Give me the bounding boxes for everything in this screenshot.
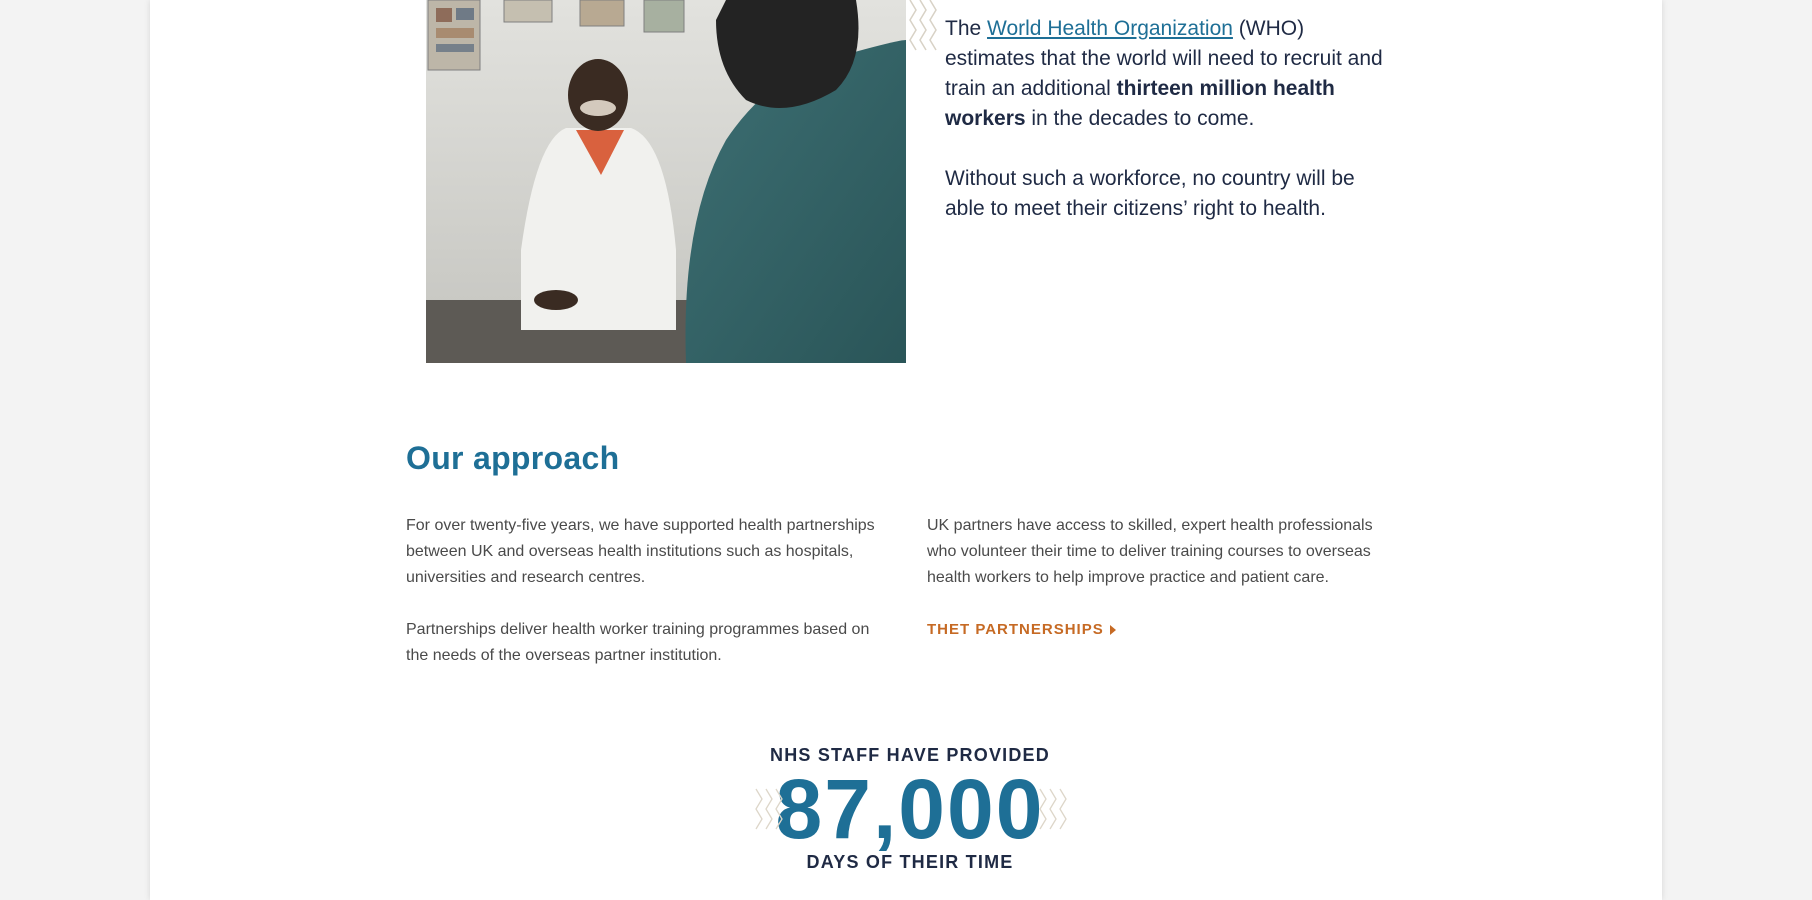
approach-left-paragraph-2: Partnerships deliver health worker training programmes based on the needs of the overseas partner institution.	[406, 621, 870, 664]
stat-figure-wrap	[700, 762, 1120, 856]
stat-figure: 87,000	[775, 762, 1045, 856]
health-worker-photo	[426, 0, 906, 363]
intro-paragraph-1	[945, 14, 1395, 134]
intro-prefix: The	[945, 17, 988, 40]
zigzag-decoration	[906, 0, 938, 55]
approach-right-paragraph-1: UK partners have access to skilled, expert health professionals who volunteer their time to deliver training courses to overseas health workers to help improve practice and patient care.	[927, 517, 1373, 586]
approach-right-column	[927, 513, 1397, 643]
stat-bottom-label: DAYS OF THEIR TIME	[806, 852, 1014, 872]
arrow-right-icon	[1110, 625, 1116, 635]
intro-bold-figure: thirteen million health workers	[945, 77, 1335, 130]
approach-heading: Our approach	[406, 440, 620, 476]
nhs-stat-block	[700, 745, 1120, 873]
zigzag-right-decoration	[1036, 784, 1076, 834]
approach-left-column	[406, 513, 886, 695]
intro-mid: (WHO) estimates that the world will need to recruit and train an additional	[945, 17, 1383, 100]
zigzag-left-decoration	[752, 784, 792, 834]
stat-top-label: NHS STAFF HAVE PROVIDED	[770, 745, 1050, 765]
approach-left-paragraph-1: For over twenty-five years, we have supported health partnerships between UK and overseas health institutions such as hospitals, universities and research centres.	[406, 517, 875, 586]
thet-partnerships-link[interactable]	[927, 617, 1116, 643]
who-link[interactable]: World Health Organization	[987, 17, 1233, 40]
intro-suffix: in the decades to come.	[1025, 107, 1255, 130]
intro-text	[945, 14, 1395, 254]
intro-paragraph-2: Without such a workforce, no country will be able to meet their citizens’ right to health.	[945, 167, 1355, 220]
thet-partnerships-label: THET PARTNERSHIPS	[927, 621, 1104, 638]
photo-illustration	[426, 0, 906, 363]
